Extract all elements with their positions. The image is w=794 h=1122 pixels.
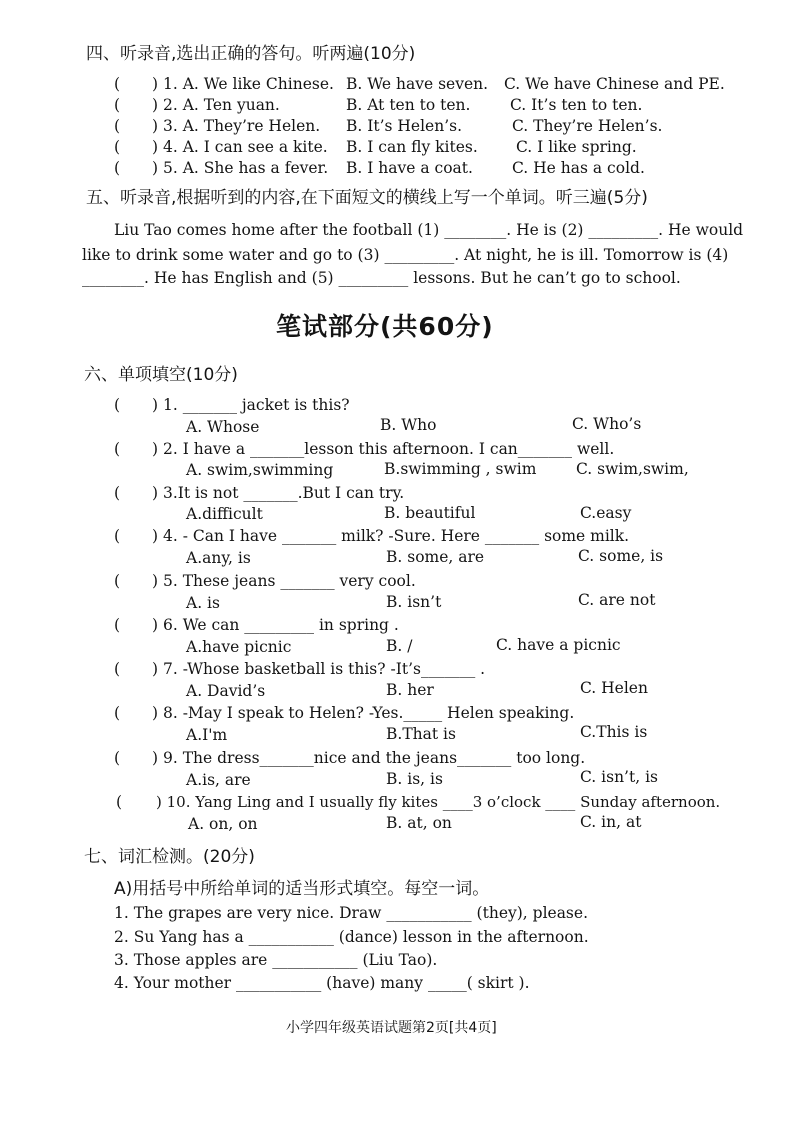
question-text: ) 8. -May I speak to Helen? -Yes._____ Helen speaking. [152, 704, 575, 722]
question-text: ) 9. The dress_______nice and the jeans_______ too long. [152, 749, 586, 767]
answer-paren[interactable]: ( [114, 75, 121, 93]
answer-paren[interactable]: ( [114, 117, 121, 135]
option-b: B. / [386, 637, 413, 655]
option-b: B. I can fly kites. [346, 138, 478, 156]
answer-paren[interactable]: ( [114, 527, 121, 545]
option-a: A.I'm [186, 726, 228, 744]
answer-paren[interactable]: ( [114, 704, 121, 722]
option-b: B. Who [380, 416, 437, 434]
vocab-item: 2. Su Yang has a ___________ (dance) lesson in the afternoon. [114, 928, 589, 946]
option-c: C. isn’t, is [580, 768, 658, 786]
option-b: B.That is [386, 725, 456, 743]
vocab-item: 4. Your mother ___________ (have) many _____( skirt ). [114, 974, 530, 992]
answer-paren[interactable]: ( [114, 484, 121, 502]
option-b: B. isn’t [386, 593, 442, 611]
section6-title: 六、单项填空(10分) [84, 365, 238, 385]
answer-paren[interactable]: ( [114, 440, 121, 458]
option-c: C. some, is [578, 547, 664, 565]
vocab-item: 3. Those apples are ___________ (Liu Tao). [114, 951, 438, 969]
section5-title: 五、听录音,根据听到的内容,在下面短文的横线上写一个单词。听三遍(5分) [86, 188, 648, 208]
option-a: A. on, on [188, 815, 258, 833]
option-b: B.swimming , swim [384, 460, 537, 478]
option-b: B. It’s Helen’s. [346, 117, 463, 135]
option-c: C. He has a cold. [512, 159, 645, 177]
section4-title: 四、听录音,选出正确的答句。听两遍(10分) [86, 44, 416, 64]
option-b: B. At ten to ten. [346, 96, 471, 114]
written-part-title: 笔试部分(共60分) [276, 312, 494, 341]
passage-line-1: Liu Tao comes home after the football (1) ________. He is (2) _________. He would [114, 221, 744, 239]
option-b: B. at, on [386, 814, 452, 832]
answer-paren[interactable]: ( [114, 616, 121, 634]
answer-paren[interactable]: ( [114, 749, 121, 767]
option-a: A.difficult [186, 505, 263, 523]
answer-paren[interactable]: ( [114, 138, 121, 156]
answer-paren[interactable]: ( [114, 396, 121, 414]
question-text: ) 1. A. We like Chinese. [152, 75, 334, 93]
option-c: C. in, at [580, 813, 642, 831]
option-c: C. It’s ten to ten. [510, 96, 643, 114]
question-text: ) 10. Yang Ling and I usually fly kites ____3 o’clock ____ Sunday afternoon. [156, 793, 721, 811]
option-a: A. swim,swimming [186, 461, 334, 479]
question-text: ) 5. A. She has a fever. [152, 159, 329, 177]
option-c: C. I like spring. [516, 138, 637, 156]
option-c: C.This is [580, 723, 648, 741]
option-a: A.is, are [186, 771, 251, 789]
option-a: A.any, is [186, 549, 251, 567]
question-text: ) 1. _______ jacket is this? [152, 396, 350, 414]
option-c: C.easy [580, 504, 632, 522]
option-b: B. beautiful [384, 504, 476, 522]
option-a: A. is [186, 594, 220, 612]
option-c: C. Helen [580, 679, 648, 697]
question-text: ) 3.It is not _______.But I can try. [152, 484, 405, 502]
option-c: C. swim,swim, [576, 460, 689, 478]
option-a: A. David’s [186, 682, 266, 700]
option-b: B. some, are [386, 548, 485, 566]
vocab-item: 1. The grapes are very nice. Draw ___________ (they), please. [114, 904, 588, 922]
option-c: C. We have Chinese and PE. [504, 75, 725, 93]
option-c: C. Who’s [572, 415, 642, 433]
answer-paren[interactable]: ( [114, 572, 121, 590]
section7-subtitle-a: A)用括号中所给单词的适当形式填空。每空一词。 [114, 879, 490, 899]
option-c: C. have a picnic [496, 636, 621, 654]
answer-paren[interactable]: ( [114, 660, 121, 678]
question-text: ) 3. A. They’re Helen. [152, 117, 321, 135]
question-text: ) 6. We can _________ in spring . [152, 616, 399, 634]
question-text: ) 4. A. I can see a kite. [152, 138, 328, 156]
option-b: B. I have a coat. [346, 159, 473, 177]
option-a: A.have picnic [186, 638, 292, 656]
page-footer: 小学四年级英语试题第2页[共4页] [286, 1020, 497, 1036]
answer-paren[interactable]: ( [116, 793, 123, 811]
section7-title: 七、词汇检测。(20分) [84, 847, 255, 867]
answer-paren[interactable]: ( [114, 96, 121, 114]
option-b: B. is, is [386, 770, 443, 788]
option-c: C. They’re Helen’s. [512, 117, 663, 135]
passage-line-3: ________. He has English and (5) _________ lessons. But he can’t go to school. [82, 269, 681, 287]
question-text: ) 7. -Whose basketball is this? -It’s_______ . [152, 660, 486, 678]
question-text: ) 5. These jeans _______ very cool. [152, 572, 416, 590]
answer-paren[interactable]: ( [114, 159, 121, 177]
passage-line-2: like to drink some water and go to (3) _________. At night, he is ill. Tomorrow is (4) [82, 246, 729, 264]
question-text: ) 2. A. Ten yuan. [152, 96, 280, 114]
option-a: A. Whose [186, 418, 260, 436]
option-b: B. We have seven. [346, 75, 489, 93]
option-c: C. are not [578, 591, 656, 609]
option-b: B. her [386, 681, 434, 699]
question-text: ) 2. I have a _______lesson this afternoon. I can_______ well. [152, 440, 615, 458]
question-text: ) 4. - Can I have _______ milk? -Sure. Here _______ some milk. [152, 527, 630, 545]
